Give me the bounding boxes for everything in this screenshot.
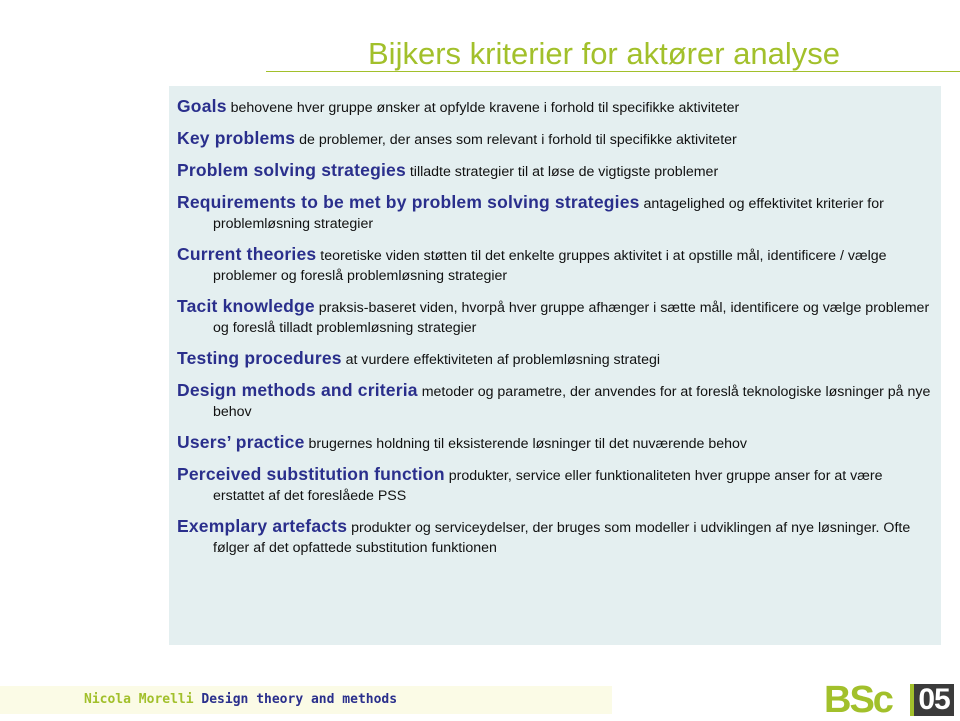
- criteria-term: Perceived substitution function: [177, 464, 445, 484]
- criteria-description: brugernes holdning til eksisterende løsninger til det nuværende behov: [308, 436, 747, 452]
- criteria-description: produkter, service eller funktionaliteten hver gruppe anser for at være erstattet af det foreslåede PSS: [213, 468, 883, 504]
- bsc-logo: [824, 679, 954, 721]
- criteria-item-current-theories: [177, 244, 937, 286]
- criteria-list-panel: [169, 86, 941, 645]
- footer-caption: [84, 692, 397, 707]
- criteria-item-exemplary-artefacts: [177, 516, 937, 558]
- criteria-term: Current theories: [177, 244, 317, 264]
- footer-course: Design theory and methods: [201, 692, 398, 707]
- criteria-term: Exemplary artefacts: [177, 516, 348, 536]
- criteria-description: metoder og parametre, der anvendes for at foreslå teknologiske løsninger på nye behov: [213, 384, 931, 420]
- criteria-term: Goals: [177, 96, 227, 116]
- title-underline: [266, 71, 960, 72]
- criteria-item-perceived-substitution: [177, 464, 937, 506]
- criteria-term: Key problems: [177, 128, 296, 148]
- logo-number: 05: [914, 684, 954, 716]
- footer-author: Nicola Morelli: [84, 692, 194, 707]
- criteria-description: at vurdere effektiviteten af problemløsning strategi: [345, 352, 661, 368]
- criteria-item-users-practice: [177, 432, 937, 454]
- criteria-item-tacit-knowledge: [177, 296, 937, 338]
- criteria-description: tilladte strategier til at løse de vigtigste problemer: [409, 164, 719, 180]
- criteria-description: praksis-baseret viden, hvorpå hver gruppe afhænger i sætte mål, identificere og vælge problemer og foreslå tilladt problemløsning strategier: [213, 300, 930, 336]
- criteria-item-design-methods: [177, 380, 937, 422]
- criteria-item-key-problems: [177, 128, 937, 150]
- criteria-item-requirements: [177, 192, 937, 234]
- criteria-description: produkter og serviceydelser, der bruges som modeller i udviklingen af nye løsninger. Ofte følger af det opfattede substitution funktionen: [213, 520, 911, 556]
- criteria-description: antagelighed og effektivitet kriterier for problemløsning strategier: [213, 196, 884, 232]
- criteria-term: Problem solving strategies: [177, 160, 406, 180]
- logo-text: BSc: [824, 679, 892, 721]
- criteria-term: Requirements to be met by problem solving strategies: [177, 192, 640, 212]
- criteria-description: de problemer, der anses som relevant i forhold til specifikke aktiviteter: [299, 132, 737, 148]
- criteria-term: Testing procedures: [177, 348, 342, 368]
- criteria-description: behovene hver gruppe ønsker at opfylde kravene i forhold til specifikke aktiviteter: [230, 100, 740, 116]
- criteria-description: teoretiske viden støtten til det enkelte gruppes aktivitet i at opstille mål, identificere / vælge problemer og foreslå problemløsning strategier: [213, 248, 887, 284]
- criteria-term: Tacit knowledge: [177, 296, 315, 316]
- criteria-item-problem-solving-strategies: [177, 160, 937, 182]
- criteria-item-goals: [177, 96, 937, 118]
- criteria-term: Design methods and criteria: [177, 380, 418, 400]
- criteria-item-testing-procedures: [177, 348, 937, 370]
- criteria-term: Users’ practice: [177, 432, 305, 452]
- slide-title: Bijkers kriterier for aktører analyse: [368, 36, 841, 71]
